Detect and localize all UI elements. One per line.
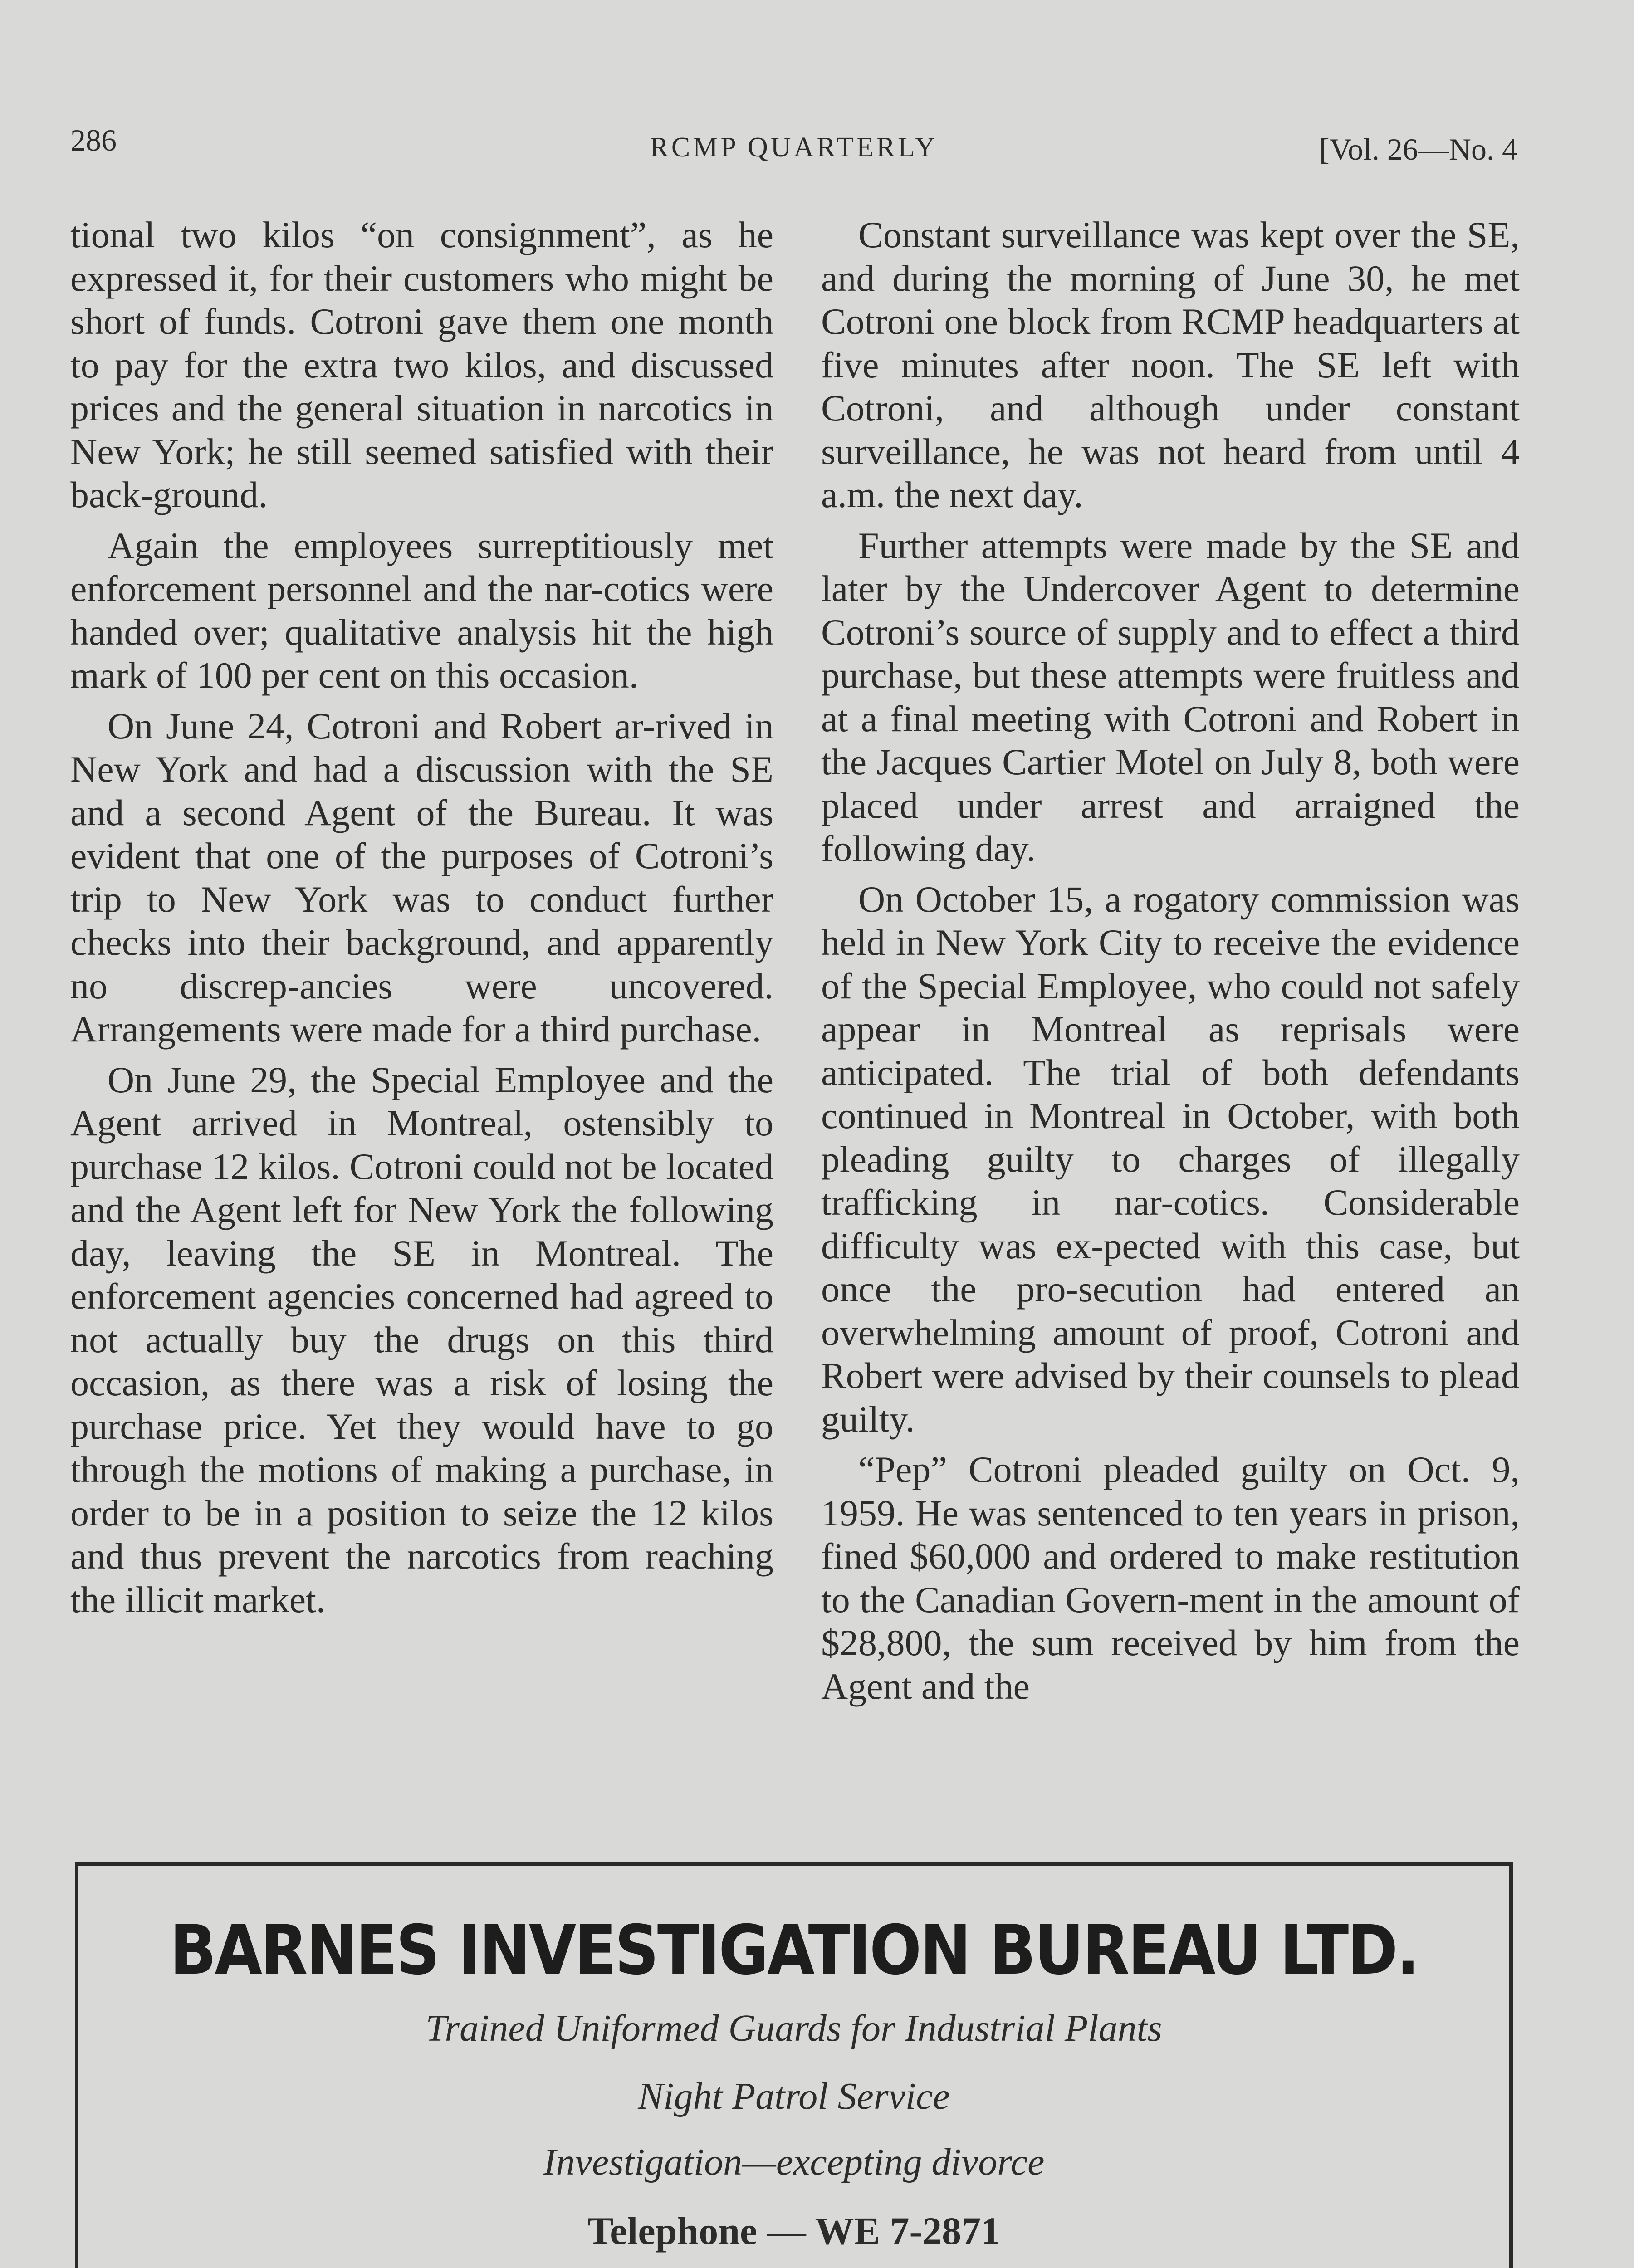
left-column bbox=[70, 213, 773, 1628]
paragraph: tional two kilos “on consignment”, as he expressed it, for their customers who might be short of funds. Cotroni gave them one month to pay for the extra two kilos, and discussed prices and the general situation in narcotics in New York; he still seemed satisfied with their back-ground. bbox=[70, 214, 773, 515]
ad-company-name: BARNES INVESTIGATION BUREAU LTD. bbox=[170, 1911, 1418, 1990]
ad-service-patrol: Night Patrol Service bbox=[638, 2075, 950, 2117]
journal-title: RCMP QUARTERLY bbox=[650, 132, 938, 163]
paragraph: On June 29, the Special Employee and the Agent arrived in Montreal, ostensibly to purchase 12 kilos. Cotroni could not be located and the Agent left for New York the following day, leaving the SE in Montreal. The enforcement agencies concerned had agreed to not actually buy the drugs on this third occasion, as there was a risk of losing the purchase price. Yet they would have to go through the motions of making a purchase, in order to be in a position to seize the 12 kilos and thus prevent the narcotics from reaching the illicit market. bbox=[70, 1059, 773, 1620]
right-column bbox=[821, 213, 1520, 1715]
ad-service-guards: Trained Uniformed Guards for Industrial Plants bbox=[426, 2007, 1162, 2049]
paragraph: Constant surveillance was kept over the SE, and during the morning of June 30, he met Cotroni one block from RCMP headquarters at five minutes after noon. The SE left with Cotroni, and although under constant surveillance, he was not heard from until 4 a.m. the next day. bbox=[821, 214, 1520, 515]
paragraph: Again the employees surreptitiously met enforcement personnel and the nar-cotics were handed over; qualitative analysis hit the high mark of 100 per cent on this occasion. bbox=[70, 524, 773, 696]
paragraph: On June 24, Cotroni and Robert ar-rived in New York and had a discussion with the SE and a second Agent of the Bureau. It was evident that one of the purposes of Cotroni’s trip to New York was to conduct further checks into their background, and apparently no discrep-ancies were uncovered. Arrangements were made for a third purchase. bbox=[70, 705, 773, 1050]
running-head bbox=[70, 122, 1517, 168]
paragraph: “Pep” Cotroni pleaded guilty on Oct. 9, 1959. He was sentenced to ten years in prison, fined $60,000 and ordered to make restitution to the Canadian Govern-ment in the amount of $28,800, the sum received by him from the Agent and the bbox=[821, 1449, 1520, 1707]
page-number: 286 bbox=[70, 123, 117, 157]
volume-info: [Vol. 26—No. 4 bbox=[1319, 132, 1517, 166]
advertisement-box bbox=[75, 1862, 1513, 2268]
ad-service-investigation: Investigation—excepting divorce bbox=[543, 2141, 1045, 2183]
paragraph: Further attempts were made by the SE and later by the Undercover Agent to determine Cotroni’s source of supply and to effect a third purchase, but these attempts were fruitless and at a final meeting with Cotroni and Robert in the Jacques Cartier Motel on July 8, both were placed under arrest and arraigned the following day. bbox=[821, 524, 1520, 869]
paragraph: On October 15, a rogatory commission was held in New York City to receive the evidence of the Special Employee, who could not safely appear in Montreal as reprisals were anticipated. The trial of both defendants continued in Montreal in October, with both pleading guilty to charges of illegally trafficking in nar-cotics. Considerable difficulty was ex-pected with this case, but once the pro-secution had entered an overwhelming amount of proof, Cotroni and Robert were advised by their counsels to plead guilty. bbox=[821, 878, 1520, 1440]
ad-telephone: Telephone — WE 7-2871 bbox=[587, 2209, 1001, 2253]
